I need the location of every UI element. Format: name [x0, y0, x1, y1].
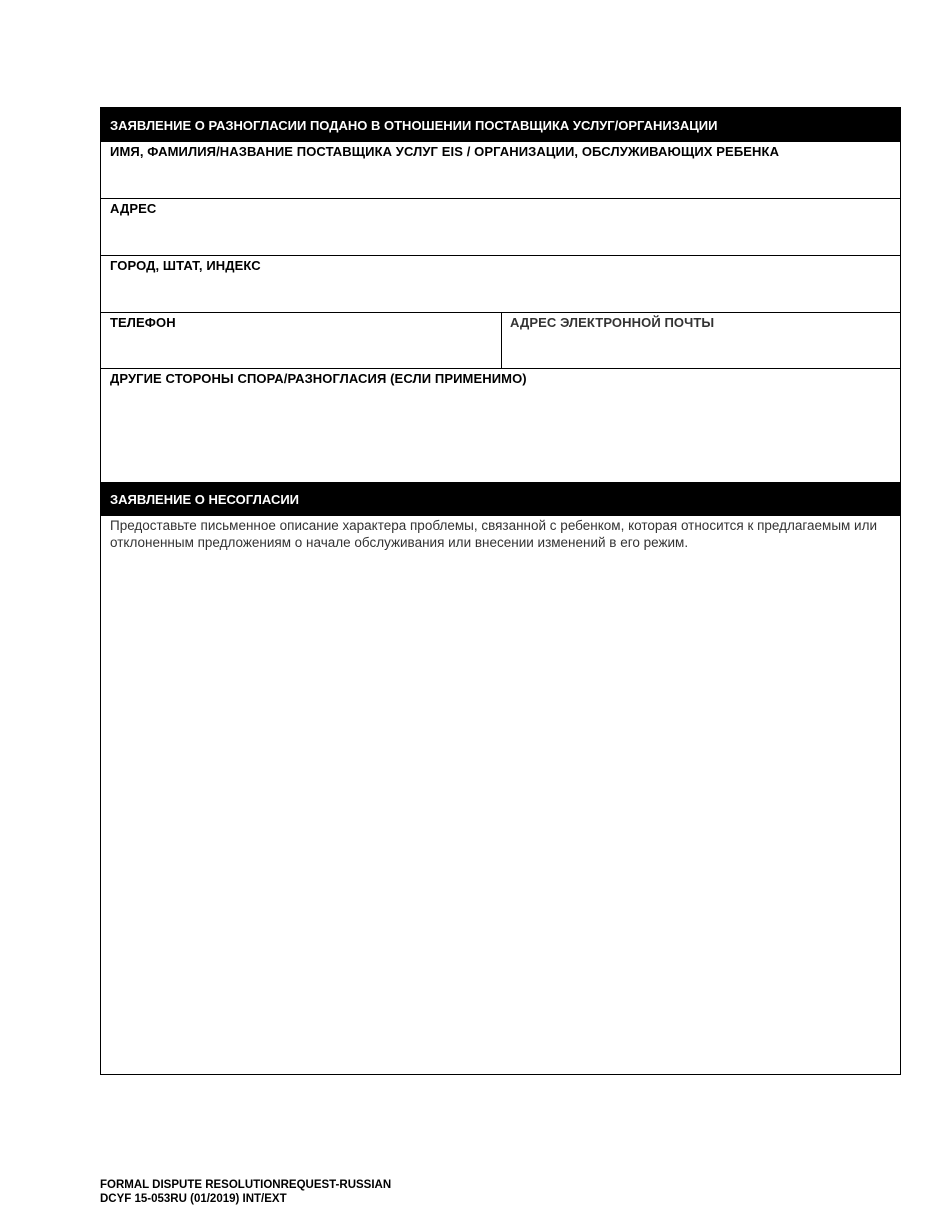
other-parties-input[interactable]	[101, 389, 900, 482]
section-header-disagreement	[101, 482, 900, 516]
disagreement-statement-input[interactable]	[101, 553, 900, 1074]
section-header-provider	[101, 108, 900, 142]
provider-name-input[interactable]	[101, 162, 900, 198]
address-label: АДРЕС	[110, 201, 157, 216]
phone-label: ТЕЛЕФОН	[110, 315, 176, 330]
section-title-disagreement: ЗАЯВЛЕНИЕ О НЕСОГЛАСИИ	[110, 491, 300, 507]
other-parties-field[interactable]	[101, 369, 900, 482]
provider-name-label: ИМЯ, ФАМИЛИЯ/НАЗВАНИЕ ПОСТАВЩИКА УСЛУГ EIS / ОРГАНИЗАЦИИ, ОБСЛУЖИВАЮЩИХ РЕБЕНКА	[110, 144, 780, 159]
email-input[interactable]	[501, 333, 900, 368]
city-state-zip-label: ГОРОД, ШТАТ, ИНДЕКС	[110, 258, 261, 273]
other-parties-label: ДРУГИЕ СТОРОНЫ СПОРА/РАЗНОГЛАСИЯ (ЕСЛИ ПРИМЕНИМО)	[110, 371, 527, 386]
form-footer	[100, 1178, 391, 1206]
email-label: АДРЕС ЭЛЕКТРОННОЙ ПОЧТЫ	[510, 315, 715, 330]
section-title-provider: ЗАЯВЛЕНИЕ О РАЗНОГЛАСИИ ПОДАНО В ОТНОШЕНИИ ПОСТАВЩИКА УСЛУГ/ОРГАНИЗАЦИИ	[110, 117, 718, 133]
provider-name-field[interactable]	[101, 142, 900, 199]
address-input[interactable]	[101, 219, 900, 255]
city-state-zip-field[interactable]	[101, 256, 900, 313]
footer-form-number: DCYF 15-053RU (01/2019) INT/EXT	[100, 1193, 287, 1205]
email-field[interactable]	[501, 313, 900, 369]
dispute-form	[100, 107, 901, 1075]
phone-input[interactable]	[101, 333, 501, 368]
footer-form-title: FORMAL DISPUTE RESOLUTIONREQUEST-RUSSIAN	[100, 1179, 392, 1191]
phone-field[interactable]	[101, 313, 501, 369]
address-field[interactable]	[101, 199, 900, 256]
disagreement-instructions: Предоставьте письменное описание характера проблемы, связанной с ребенком, которая относится к предлагаемым или отклоненным предложениям о начале обслуживания или внесении изменений в его режим.	[110, 518, 878, 550]
city-state-zip-input[interactable]	[101, 276, 900, 312]
